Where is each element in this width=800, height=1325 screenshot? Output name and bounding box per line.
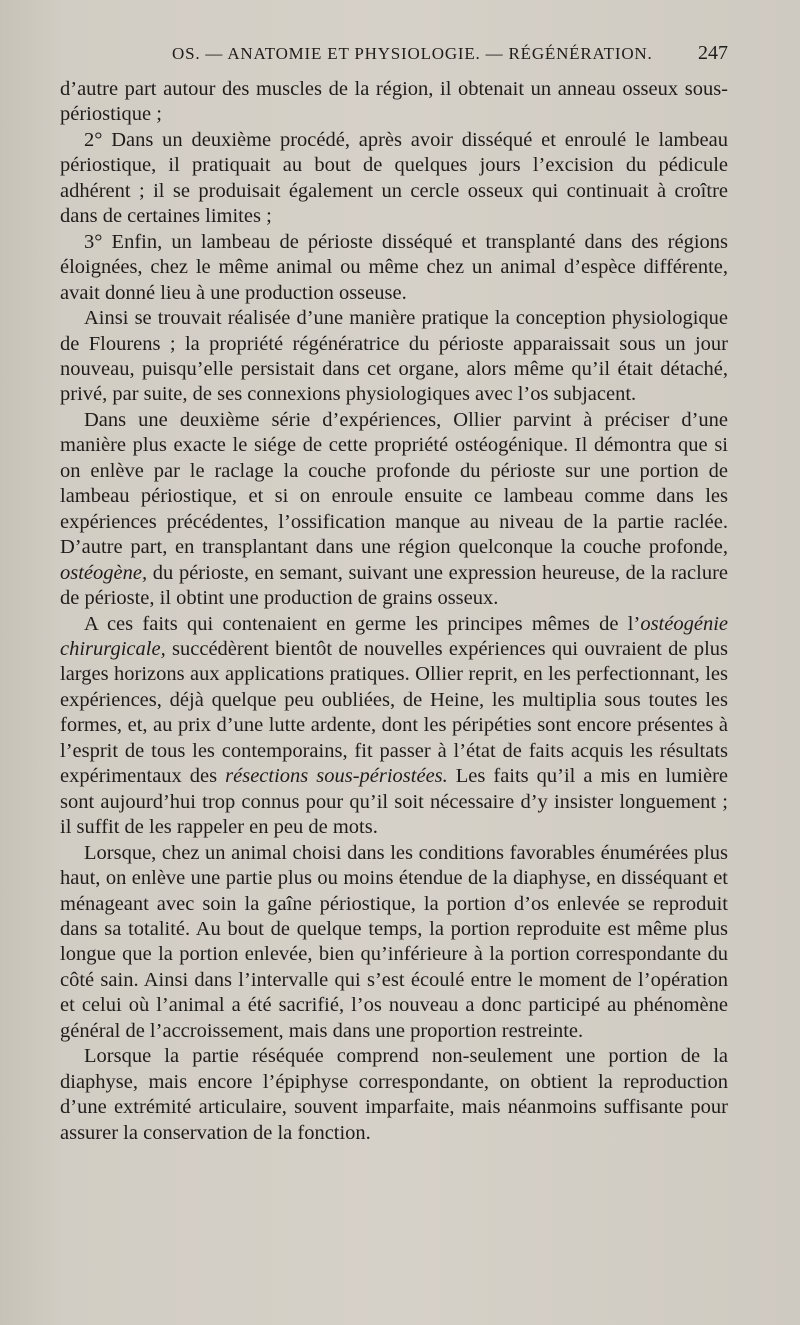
page-header <box>60 44 728 74</box>
paragraph-7: Lorsque, chez un animal choisi dans les conditions favorables énumérées plus haut, on enlève une partie plus ou moins étendue de la diaphyse, en disséquant et ménageant avec soin la gaîne périostique, la portion d’os enlevée se reproduit dans sa totalité. Au bout de quelque temps, la portion reproduite est même plus longue que la portion enlevée, bien qu’inférieure à la portion correspondante du côté sain. Ainsi dans l’intervalle qui s’est écoulé entre le moment de l’opération et celui où l’animal a été sacrifié, l’os nouveau a donc participé au phénomène général de l’accroissement, mais dans une proportion restreinte. <box>60 841 728 1042</box>
paragraph-6 <box>60 612 728 841</box>
paragraph-3: 3° Enfin, un lambeau de périoste disséqué et transplanté dans des régions éloignées, chez le même animal ou même chez un animal d’espèce différente, avait donné lieu à une production osseuse. <box>60 230 728 304</box>
paragraph-6-end: Les faits qu’il a mis en lumière sont aujourd’hui trop connus pour qu’il soit nécessaire d’y insister longuement ; il suffit de les rappeler en peu de mots. <box>60 765 729 839</box>
resections-term: résections sous-périostées. <box>225 765 448 788</box>
paragraph-5-text: Dans une deuxième série d’expériences, Ollier parvint à préciser d’une manière plus exacte le siége de cette propriété ostéogénique. Il démontra que si on enlève par le raclage la couche profonde du périoste sur une portion de lambeau périostique, et si on enroule ensuite ce lambeau comme dans les expériences précédentes, l’ossification manque au niveau de la partie raclée. D’autre part, en transplantant dans une région quelconque la couche profonde, <box>60 408 728 559</box>
paragraph-5-end: du périoste, en semant, suivant une expression heureuse, de la raclure de périoste, il obtint une production de grains osseux. <box>60 561 728 610</box>
body-text <box>60 77 728 1146</box>
paragraph-5 <box>60 408 728 612</box>
paragraph-2: 2° Dans un deuxième procédé, après avoir disséqué et enroulé le lambeau périostique, il pratiquait au bout de quelques jours l’excision du pédicule adhérent ; il se produisait également un cercle osseux qui continuait à croître dans de certaines limites ; <box>60 128 728 228</box>
osteogene-term: ostéogène, <box>60 561 148 584</box>
paragraph-8: Lorsque la partie réséquée comprend non-seulement une portion de la diaphyse, mais encore l’épiphyse correspondante, on obtient la reproduction d’une extrémité articulaire, souvent imparfaite, mais néanmoins suffisante pour assurer la conservation de la fonction. <box>60 1045 728 1144</box>
paragraph-4: Ainsi se trouvait réalisée d’une manière pratique la conception physiologique de Flourens ; la propriété régénératrice du périoste apparaissait sous un jour nouveau, puisqu’elle persistait dans cet organe, alors même qu’il était détaché, privé, par suite, de ses connexions physiologiques avec l’os subjacent. <box>60 307 728 406</box>
paragraph-6-start: A ces faits qui contenaient en germe les principes mêmes de l’ <box>84 612 641 635</box>
running-head: OS. — ANATOMIE ET PHYSIOLOGIE. — RÉGÉNÉRATION. <box>172 44 653 63</box>
paragraph-1: d’autre part autour des muscles de la région, il obtenait un anneau osseux sous-périostique ; <box>60 78 728 126</box>
page-number: 247 <box>698 42 728 64</box>
paragraph-6-middle: succédèrent bientôt de nouvelles expériences qui ouvraient de plus larges horizons aux applications pratiques. Ollier reprit, en les perfectionnant, les expériences, déjà quelque peu oubliées, de Heine, les multiplia sous toutes les formes, et, au prix d’une lutte ardente, dont les péripéties sont encore présentes à l’esprit de tous les contemporains, fit passer à l’état de faits acquis les résultats expérimentaux des <box>60 637 728 788</box>
osteogenie-term: ostéogénie chirurgicale, <box>60 612 728 660</box>
